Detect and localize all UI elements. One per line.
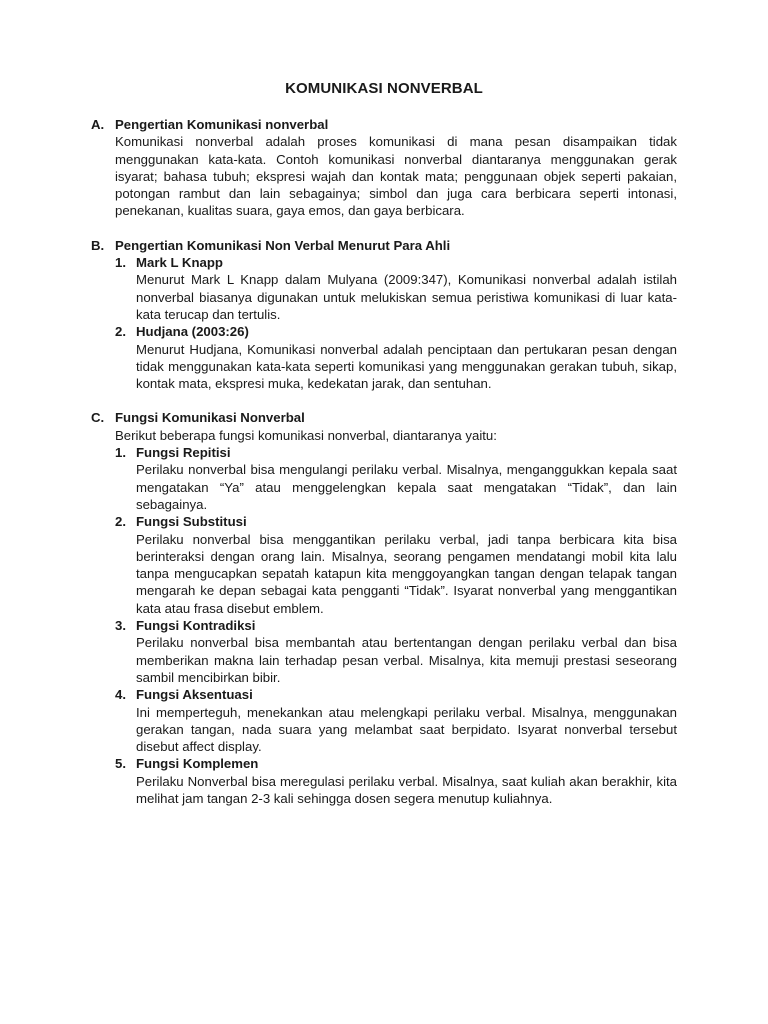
section-letter: C. bbox=[91, 410, 105, 426]
list-item bbox=[115, 444, 677, 513]
item-heading bbox=[115, 444, 677, 461]
item-title: Fungsi Komplemen bbox=[136, 756, 259, 772]
list-item bbox=[115, 254, 677, 323]
item-title: Mark L Knapp bbox=[136, 255, 223, 271]
item-heading bbox=[115, 617, 677, 634]
item-heading bbox=[115, 686, 677, 703]
page-title: KOMUNIKASI NONVERBAL bbox=[285, 80, 483, 97]
item-text: Perilaku Nonverbal bisa meregulasi perilaku verbal. Misalnya, saat kuliah akan berakhir, kita melihat jam tangan 2-3 kali sehingga dosen segera menutup kuliahnya. bbox=[136, 773, 677, 806]
item-number: 1. bbox=[115, 445, 126, 461]
section-heading bbox=[91, 237, 677, 254]
item-number: 1. bbox=[115, 255, 126, 271]
item-text: Perilaku nonverbal bisa membantah atau bertentangan dengan perilaku verbal dan bisa memberikan makna lain terhadap pesan verbal. Misalnya, kita memuji prestasi seseorang sambil mencibirkan bibir. bbox=[136, 635, 677, 685]
item-heading bbox=[115, 755, 677, 772]
item-text: Menurut Hudjana, Komunikasi nonverbal adalah penciptaan dan pertukaran pesan dengan tidak menggunakan kata-kata seperti komunikasi yang menggunakan gerakan tubuh, sikap, kontak mata, ekspresi muka, kedekatan jarak, dan sentuhan. bbox=[136, 341, 677, 392]
item-number: 4. bbox=[115, 687, 126, 703]
item-text: Perilaku nonverbal bisa mengulangi perilaku verbal. Misalnya, menganggukkan kepala saat mengatakan “Ya” atau menggelengkan kepala saat mengatakan “Tidak”, dan lain sebagainya. bbox=[136, 462, 677, 512]
list-item bbox=[115, 686, 677, 755]
item-title: Hudjana (2003:26) bbox=[136, 324, 249, 340]
section-title: Pengertian Komunikasi Non Verbal Menurut Para Ahli bbox=[115, 237, 451, 253]
item-title: Fungsi Kontradiksi bbox=[136, 618, 256, 634]
section-heading bbox=[91, 116, 677, 133]
list-item bbox=[115, 513, 677, 617]
list-item bbox=[115, 617, 677, 686]
item-number: 5. bbox=[115, 756, 126, 772]
item-title: Fungsi Repitisi bbox=[136, 445, 231, 461]
list-item bbox=[115, 755, 677, 807]
section-letter: A. bbox=[91, 117, 105, 132]
section-heading bbox=[91, 409, 677, 426]
section-intro: Berikut beberapa fungsi komunikasi nonverbal, diantaranya yaitu: bbox=[115, 427, 497, 443]
list-item bbox=[115, 323, 677, 392]
item-title: Fungsi Aksentuasi bbox=[136, 687, 253, 703]
section-paragraph: Komunikasi nonverbal adalah proses komunikasi di mana pesan disampaikan tidak menggunakan kata-kata. Contoh komunikasi nonverbal diantaranya menggunakan gerak isyarat; bahasa tubuh; ekspresi wajah dan kontak mata; penggunaan objek seperti pakaian, potongan rambut dan lain sebagainya; simbol dan juga cara berbicara seperti intonasi, penekanan, kualitas suara, gaya emos, dan gaya berbicara. bbox=[115, 134, 677, 219]
section-c bbox=[91, 409, 677, 807]
item-text: Ini memperteguh, menekankan atau melengkapi perilaku verbal. Misalnya, menggunakan gerakan tangan, nada suara yang melambat saat berpidato. Isyarat nonverbal tersebut disebut affect display. bbox=[136, 704, 677, 755]
item-text: Perilaku nonverbal bisa menggantikan perilaku verbal, jadi tanpa berbicara kita bisa berinteraksi dengan orang lain. Misalnya, seorang pengamen mendatangi mobil kita lalu tanpa mengucapkan sepatah katapun kita menggoyangkan tangan dengan telapak tangan mengarah ke depan sebagai kata pengganti “Tidak”. Isyarat nonverbal yang menggantikan kata atau frasa disebut emblem. bbox=[136, 531, 677, 616]
item-heading bbox=[115, 254, 677, 271]
item-heading bbox=[115, 323, 677, 340]
item-heading bbox=[115, 513, 677, 530]
item-number: 3. bbox=[115, 618, 126, 634]
section-b bbox=[91, 237, 677, 393]
item-title: Fungsi Substitusi bbox=[136, 514, 247, 530]
item-text: Menurut Mark L Knapp dalam Mulyana (2009:347), Komunikasi nonverbal adalah istilah nonverbal biasanya digunakan untuk melukiskan semua peristiwa komunikasi di luar kata-kata terucap dan tertulis. bbox=[136, 272, 677, 322]
section-title: Fungsi Komunikasi Nonverbal bbox=[115, 410, 305, 426]
item-number: 2. bbox=[115, 514, 126, 530]
section-a bbox=[91, 116, 677, 220]
section-title: Pengertian Komunikasi nonverbal bbox=[115, 117, 329, 132]
section-letter: B. bbox=[91, 237, 105, 253]
item-number: 2. bbox=[115, 324, 126, 340]
